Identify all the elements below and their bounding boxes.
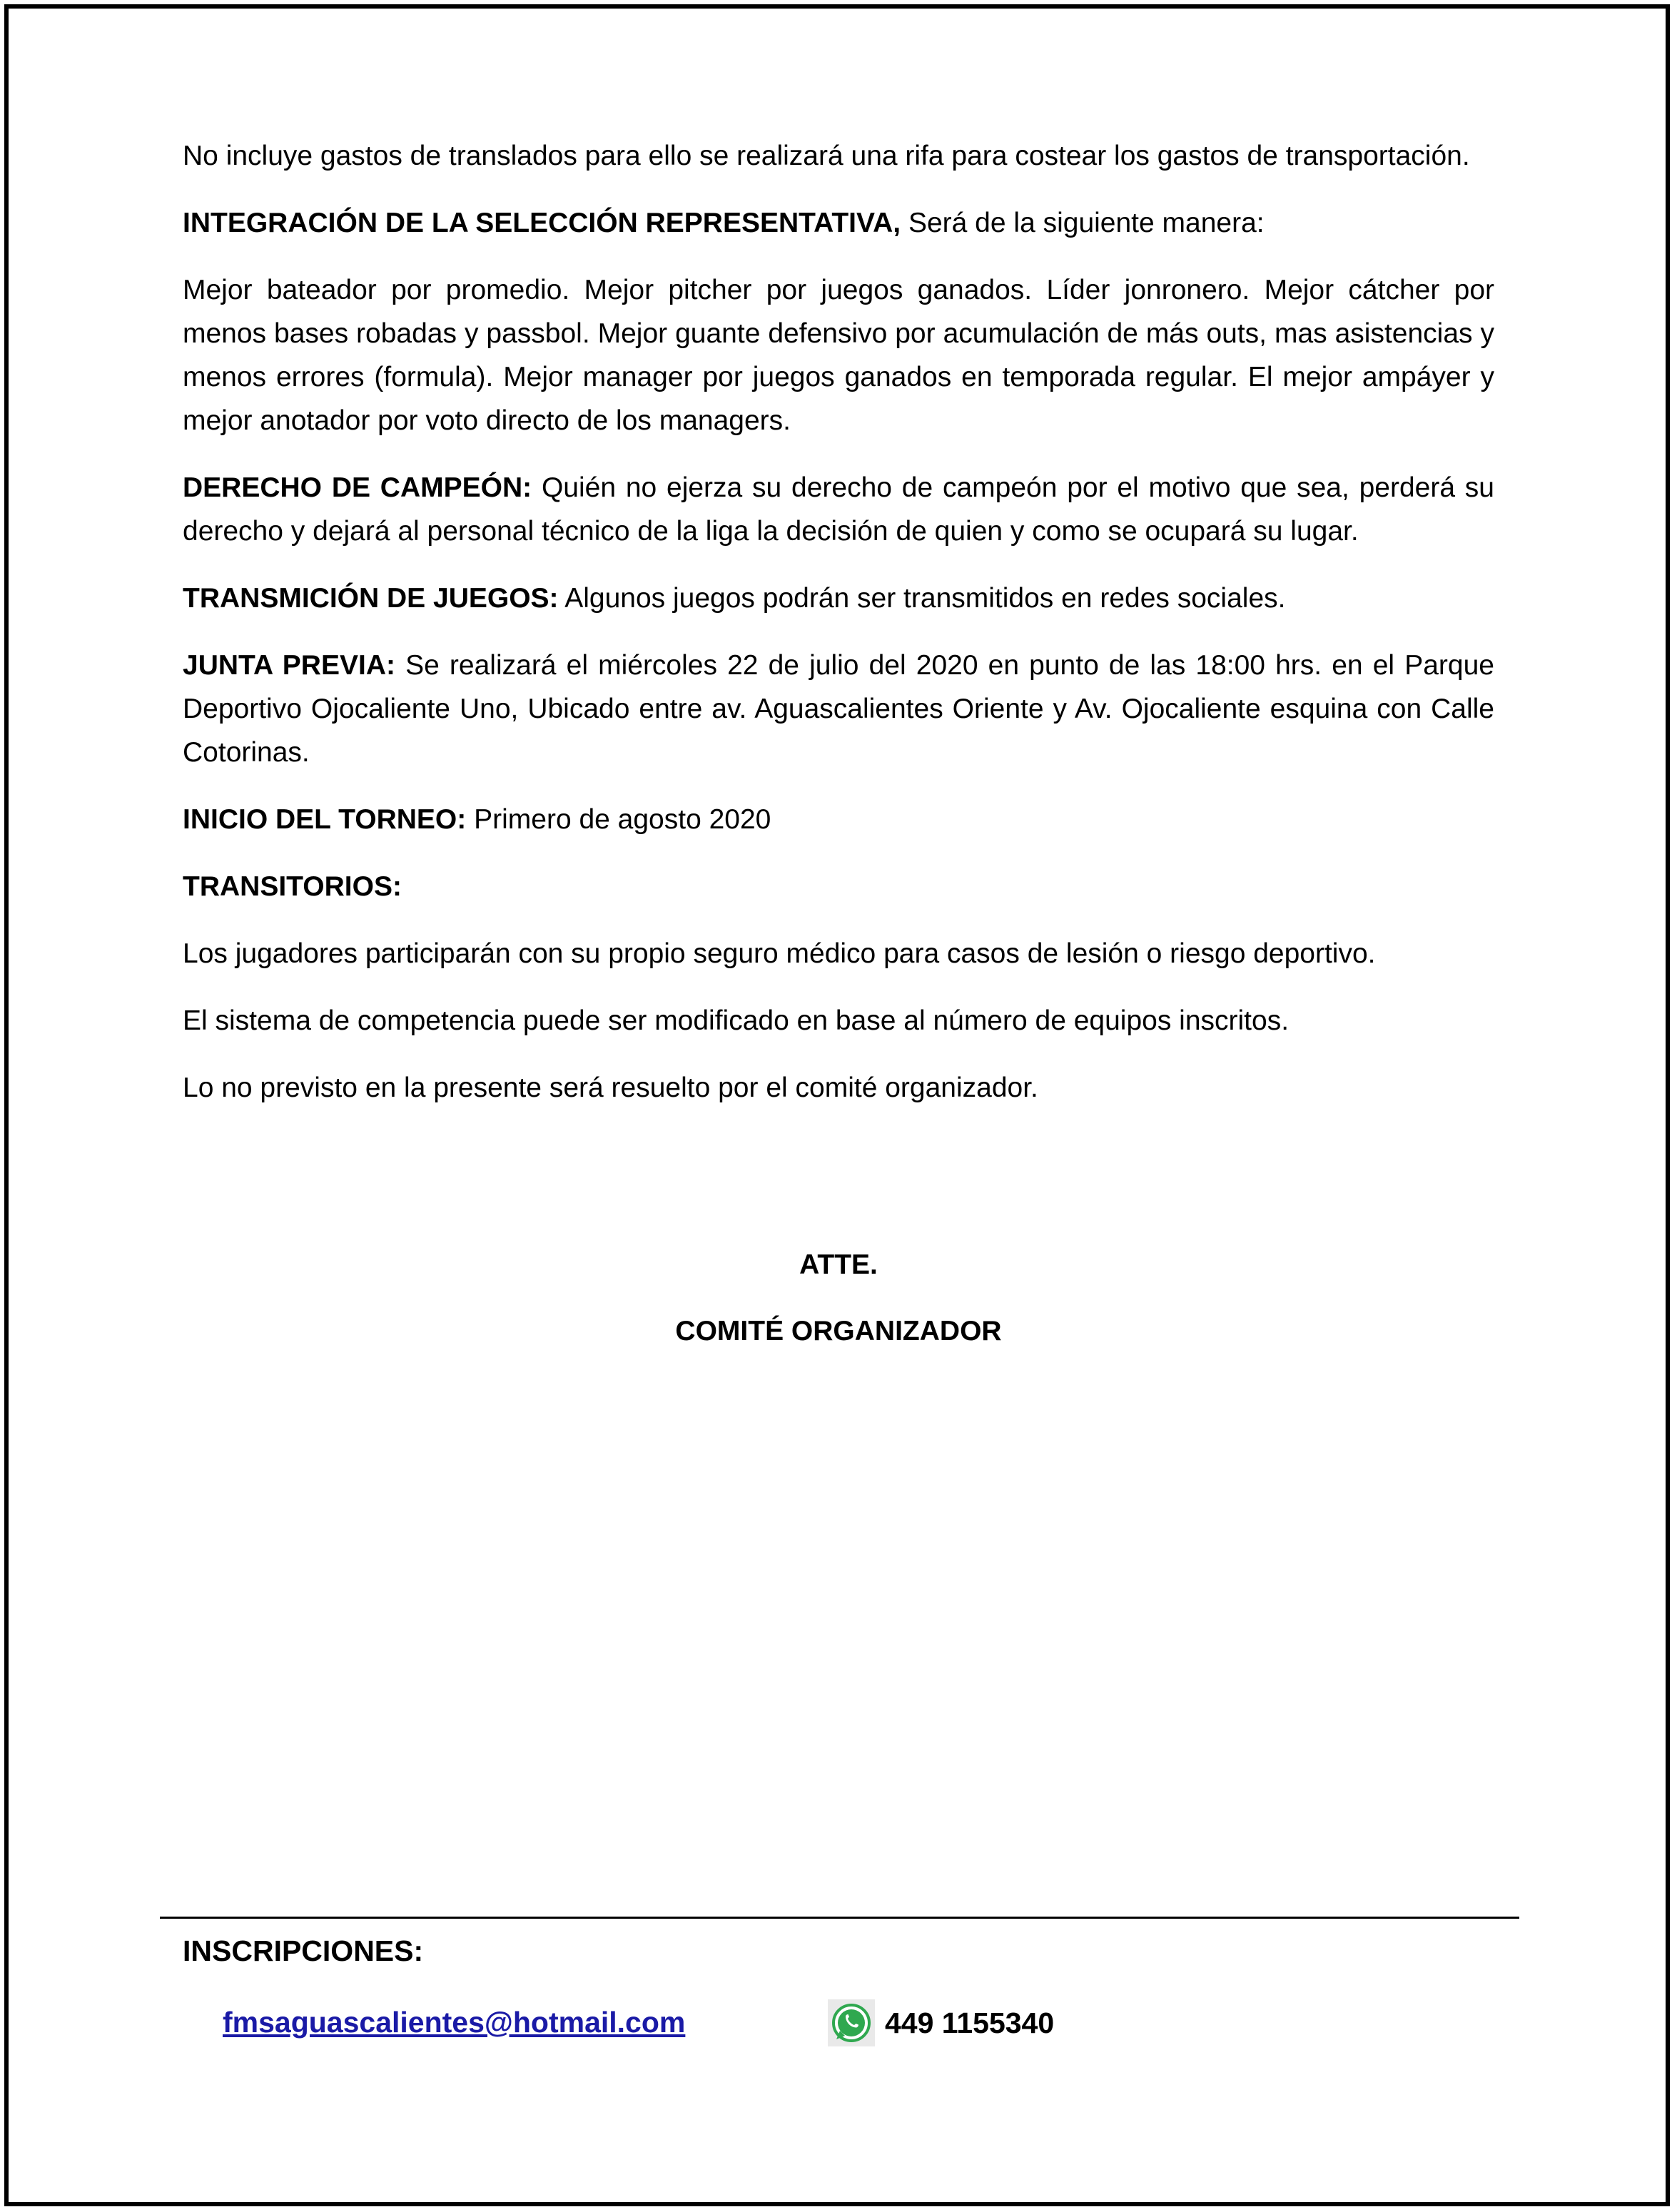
paragraph-sistema-competencia: El sistema de competencia puede ser modificado en base al número de equipos inscritos. xyxy=(183,1005,1290,1036)
paragraph-mejores: Mejor bateador por promedio. Mejor pitcher por juegos ganados. Líder jonronero. Mejor cátcher por menos bases robadas y passbol. Mejor guante defensivo por acumulación de más outs, mas asistencias y menos errores (formula). Mejor manager por juegos ganados en temporada regular. El mejor ampáyer y mejor anotador por voto directo de los managers. xyxy=(183,275,1494,436)
whatsapp-icon xyxy=(828,1999,875,2046)
paragraph-inicio-torneo: INICIO DEL TORNEO: Primero de agosto 2020 xyxy=(183,804,771,835)
paragraph-transitorios xyxy=(183,865,1494,908)
phone-contact xyxy=(828,1998,1054,2048)
phone-number: 449 1155340 xyxy=(885,2006,1055,2039)
heading-derecho-campeon: DERECHO DE CAMPEÓN: xyxy=(183,472,532,503)
paragraph-seleccion: INTEGRACIÓN DE LA SELECCIÓN REPRESENTATIVA, Será de la siguiente manera: xyxy=(183,208,1265,238)
footer-divider xyxy=(160,1917,1519,1919)
paragraph-seguro-medico: Los jugadores participarán con su propio seguro médico para casos de lesión o riesgo deportivo. xyxy=(183,938,1376,969)
paragraph-transport: No incluye gastos de translados para ello se realizará una rifa para costear los gastos de transportación. xyxy=(183,141,1470,171)
document-body xyxy=(183,134,1494,1133)
paragraph-transmision: TRANSMICIÓN DE JUEGOS: Algunos juegos podrán ser transmitidos en redes sociales. xyxy=(183,583,1286,614)
signature-atte: ATTE. xyxy=(799,1249,878,1280)
paragraph-junta-previa: JUNTA PREVIA: Se realizará el miércoles 22 de julio del 2020 en punto de las 18:00 hrs. en el Parque Deportivo Ojocaliente Uno, Ubicado entre av. Aguascalientes Oriente y Av. Ojocaliente esquina con Calle Cotorinas. xyxy=(183,650,1494,768)
whatsapp-icon-graphic xyxy=(831,2002,872,2044)
heading-junta-previa: JUNTA PREVIA: xyxy=(183,650,395,681)
heading-transmision: TRANSMICIÓN DE JUEGOS: xyxy=(183,583,559,614)
paragraph-derecho-campeon: DERECHO DE CAMPEÓN: Quién no ejerza su derecho de campeón por el motivo que sea, perderá su derecho y dejará al personal técnico de la liga la decisión de quien y como se ocupará su lugar. xyxy=(183,472,1494,547)
heading-seleccion: INTEGRACIÓN DE LA SELECCIÓN REPRESENTATIVA, xyxy=(183,208,901,238)
email-link[interactable]: fmsaguascalientes@hotmail.com xyxy=(223,2006,686,2039)
inscripciones-title: INSCRIPCIONES: xyxy=(183,1934,424,1967)
signature-committee: COMITÉ ORGANIZADOR xyxy=(675,1316,1002,1346)
heading-transitorios: TRANSITORIOS: xyxy=(183,871,402,902)
paragraph-no-previsto: Lo no previsto en la presente será resuelto por el comité organizador. xyxy=(183,1072,1038,1103)
heading-inicio-torneo: INICIO DEL TORNEO: xyxy=(183,804,467,835)
